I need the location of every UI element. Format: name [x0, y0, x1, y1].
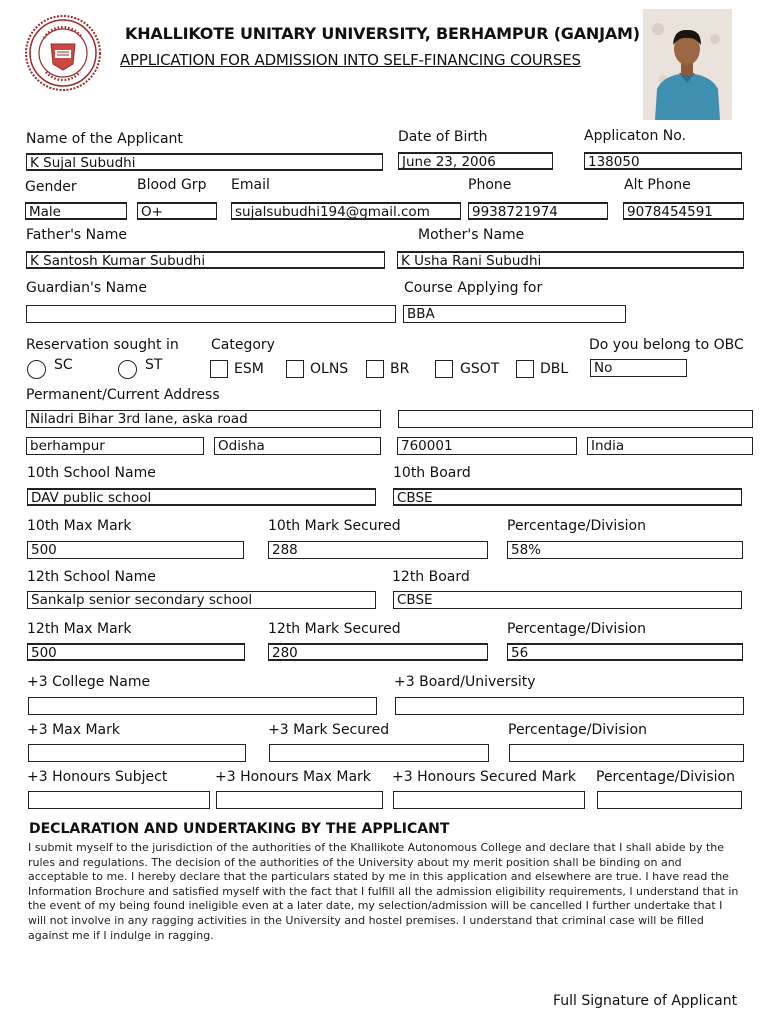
address-label: Permanent/Current Address	[26, 387, 220, 403]
sec12-field[interactable]: 280	[268, 643, 488, 661]
pct12-field[interactable]: 56	[507, 643, 743, 661]
dbl-label: DBL	[540, 361, 569, 377]
college3-label: +3 College Name	[27, 674, 151, 690]
category-label: Category	[211, 337, 275, 353]
pct3-field[interactable]	[509, 744, 744, 762]
name-label: Name of the Applicant	[26, 131, 183, 147]
honours-secured-field[interactable]	[393, 791, 585, 809]
email-label: Email	[231, 177, 270, 193]
mother-name-field[interactable]: K Usha Rani Subudhi	[397, 251, 744, 269]
olns-label: OLNS	[310, 361, 349, 377]
sc-label: SC	[54, 357, 73, 373]
application-no-label: Applicaton No.	[584, 128, 687, 144]
guardian-name-field[interactable]	[26, 305, 396, 323]
sec10-field[interactable]: 288	[268, 541, 488, 559]
pct3-label: Percentage/Division	[508, 722, 647, 738]
gsot-label: GSOT	[460, 361, 500, 377]
blood-group-label: Blood Grp	[137, 177, 207, 193]
max12-field[interactable]: 500	[27, 643, 245, 661]
gender-field[interactable]: Male	[25, 202, 127, 220]
olns-checkbox[interactable]	[286, 360, 304, 378]
board10-label: 10th Board	[393, 465, 471, 481]
guardian-name-label: Guardian's Name	[26, 280, 147, 296]
board12-field[interactable]: CBSE	[393, 591, 742, 609]
applicant-photo	[643, 9, 732, 120]
city-field[interactable]: berhampur	[26, 437, 204, 455]
school12-label: 12th School Name	[27, 569, 156, 585]
state-field[interactable]: Odisha	[214, 437, 381, 455]
pct12-label: Percentage/Division	[507, 621, 646, 637]
signature-label: Full Signature of Applicant	[553, 993, 738, 1009]
college3-field[interactable]	[28, 697, 377, 715]
sec10-label: 10th Mark Secured	[268, 518, 401, 534]
dbl-checkbox[interactable]	[516, 360, 534, 378]
board10-field[interactable]: CBSE	[393, 488, 742, 506]
sec3-field[interactable]	[269, 744, 489, 762]
max3-label: +3 Max Mark	[27, 722, 121, 738]
sc-radio[interactable]	[27, 360, 46, 379]
gender-label: Gender	[25, 179, 77, 195]
board3-label: +3 Board/University	[394, 674, 536, 690]
school10-field[interactable]: DAV public school	[27, 488, 376, 506]
blood-group-field[interactable]: O+	[137, 202, 217, 220]
pin-field[interactable]: 760001	[397, 437, 577, 455]
form-title: APPLICATION FOR ADMISSION INTO SELF-FINANCING COURSES	[120, 51, 581, 69]
school12-field[interactable]: Sankalp senior secondary school	[27, 591, 376, 609]
honours-subject-field[interactable]	[28, 791, 210, 809]
honours-subject-label: +3 Honours Subject	[27, 769, 168, 785]
mother-name-label: Mother's Name	[418, 227, 525, 243]
st-label: ST	[145, 357, 163, 373]
declaration-heading: DECLARATION AND UNDERTAKING BY THE APPLICANT	[29, 821, 450, 837]
esm-checkbox[interactable]	[210, 360, 228, 378]
max3-field[interactable]	[28, 744, 246, 762]
st-radio[interactable]	[118, 360, 137, 379]
pct10-label: Percentage/Division	[507, 518, 646, 534]
esm-label: ESM	[234, 361, 264, 377]
dob-field[interactable]: June 23, 2006	[398, 152, 553, 170]
university-name: KHALLIKOTE UNITARY UNIVERSITY, BERHAMPUR (GANJAM)	[125, 24, 640, 43]
course-label: Course Applying for	[404, 280, 543, 296]
max10-label: 10th Max Mark	[27, 518, 132, 534]
address-line2-field[interactable]	[398, 410, 753, 428]
reservation-label: Reservation sought in	[26, 337, 179, 353]
max10-field[interactable]: 500	[27, 541, 244, 559]
father-name-label: Father's Name	[26, 227, 127, 243]
declaration-text: I submit myself to the jurisdiction of the authorities of the Khallikote Autonomous College and declare that I shall abide by the rules and regulations. The decision of the authorities of the University about my merit position shall be binding on and acceptable to me. I hereby declare that the particulars stated by me in this application and elsewhere are true. I have read the Information Brochure and satisfied myself with the fact that I fulfill all the admission eligibility requirements, I understand that in the event of my being found ineligible even at a later date, my selection/admission will be cancelled I further undertake that I will not involve in any ragging activities in the University and hostel premises. I understand that criminal case will be filled against me if I indulge in ragging.	[28, 841, 739, 942]
br-checkbox[interactable]	[366, 360, 384, 378]
obc-field[interactable]: No	[590, 359, 687, 377]
honours-secured-label: +3 Honours Secured Mark	[392, 769, 576, 785]
honours-pct-field[interactable]	[597, 791, 742, 809]
alt-phone-label: Alt Phone	[624, 177, 691, 193]
board3-field[interactable]	[395, 697, 744, 715]
sec3-label: +3 Mark Secured	[268, 722, 390, 738]
gsot-checkbox[interactable]	[435, 360, 453, 378]
address-line1-field[interactable]: Niladri Bihar 3rd lane, aska road	[26, 410, 381, 428]
phone-label: Phone	[468, 177, 512, 193]
br-label: BR	[390, 361, 410, 377]
alt-phone-field[interactable]: 9078454591	[623, 202, 744, 220]
course-field[interactable]: BBA	[403, 305, 626, 323]
application-no-field[interactable]: 138050	[584, 152, 742, 170]
honours-max-field[interactable]	[216, 791, 383, 809]
board12-label: 12th Board	[392, 569, 470, 585]
sec12-label: 12th Mark Secured	[268, 621, 401, 637]
name-field[interactable]: K Sujal Subudhi	[26, 153, 383, 171]
honours-max-label: +3 Honours Max Mark	[215, 769, 371, 785]
honours-pct-label: Percentage/Division	[596, 769, 735, 785]
phone-field[interactable]: 9938721974	[468, 202, 608, 220]
father-name-field[interactable]: K Santosh Kumar Subudhi	[26, 251, 385, 269]
school10-label: 10th School Name	[27, 465, 156, 481]
dob-label: Date of Birth	[398, 129, 488, 145]
pct10-field[interactable]: 58%	[507, 541, 743, 559]
country-field[interactable]: India	[587, 437, 753, 455]
max12-label: 12th Max Mark	[27, 621, 132, 637]
email-field[interactable]: sujalsubudhi194@gmail.com	[231, 202, 461, 220]
obc-label: Do you belong to OBC	[589, 337, 744, 353]
university-seal	[24, 14, 102, 92]
